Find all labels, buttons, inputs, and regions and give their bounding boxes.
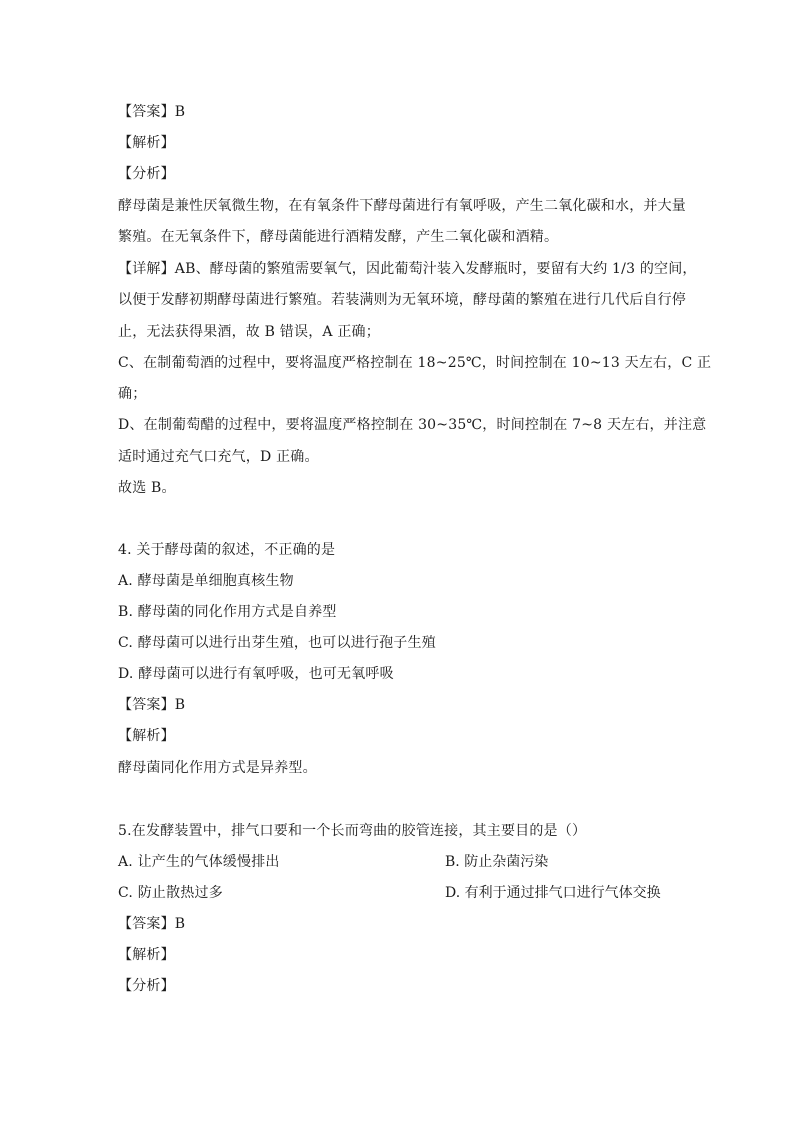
q3-detail-line-1: 【详解】AB、酵母菌的繁殖需要氧气，因此葡萄汁装入发酵瓶时，要留有大约 1/3 的空间， — [118, 261, 697, 277]
q4-answer: 【答案】B — [118, 697, 186, 713]
q5-option-d: D. 有利于通过排气口进行气体交换 — [445, 885, 661, 901]
q4-option-a: A. 酵母菌是单细胞真核生物 — [118, 573, 294, 589]
q3-option-c-line-1: C、在制葡萄酒的过程中，要将温度严格控制在 18~25℃，时间控制在 10~13 天左右，C 正 — [118, 355, 712, 371]
q5-option-c: C. 防止散热过多 — [118, 885, 223, 901]
q4-option-b: B. 酵母菌的同化作用方式是自养型 — [118, 604, 337, 620]
q3-answer: 【答案】B — [118, 104, 186, 120]
q3-option-d-line-1: D、在制葡萄醋的过程中，要将温度严格控制在 30~35℃，时间控制在 7~8 天左右，并注意 — [118, 417, 707, 433]
q4-explain-text: 酵母菌同化作用方式是异养型。 — [118, 760, 317, 776]
q4-explain-heading: 【解析】 — [118, 728, 175, 744]
q3-analysis-heading: 【分析】 — [118, 166, 175, 182]
q4-option-c: C. 酵母菌可以进行出芽生殖，也可以进行孢子生殖 — [118, 635, 436, 651]
q3-option-c-line-2: 确； — [118, 386, 147, 402]
q5-explain-heading: 【解析】 — [118, 947, 175, 963]
q5-analysis-heading: 【分析】 — [118, 978, 175, 994]
q3-detail-line-3: 止，无法获得果酒，故 B 错误，A 正确； — [118, 324, 380, 340]
q5-option-a: A. 让产生的气体缓慢排出 — [118, 854, 280, 870]
q3-analysis-line-2: 繁殖。在无氧条件下，酵母菌能进行酒精发酵，产生二氧化碳和酒精。 — [118, 229, 559, 245]
q3-option-d-line-2: 适时通过充气口充气，D 正确。 — [118, 449, 319, 465]
q5-stem: 5.在发酵装置中，排气口要和一个长而弯曲的胶管连接，其主要目的是（） — [118, 823, 587, 839]
q4-option-d: D. 酵母菌可以进行有氧呼吸，也可无氧呼吸 — [118, 666, 394, 682]
q3-explain-heading: 【解析】 — [118, 135, 175, 151]
q5-option-b: B. 防止杂菌污染 — [445, 854, 549, 870]
q4-stem: 4. 关于酵母菌的叙述，不正确的是 — [118, 542, 336, 558]
q3-detail-line-2: 以便于发酵初期酵母菌进行繁殖。若装满则为无氧环境，酵母菌的繁殖在进行几代后自行停 — [118, 292, 686, 308]
q3-conclusion: 故选 B。 — [118, 480, 176, 496]
q3-analysis-line-1: 酵母菌是兼性厌氧微生物，在有氧条件下酵母菌进行有氧呼吸，产生二氧化碳和水，并大量 — [118, 198, 686, 214]
q5-answer: 【答案】B — [118, 916, 186, 932]
